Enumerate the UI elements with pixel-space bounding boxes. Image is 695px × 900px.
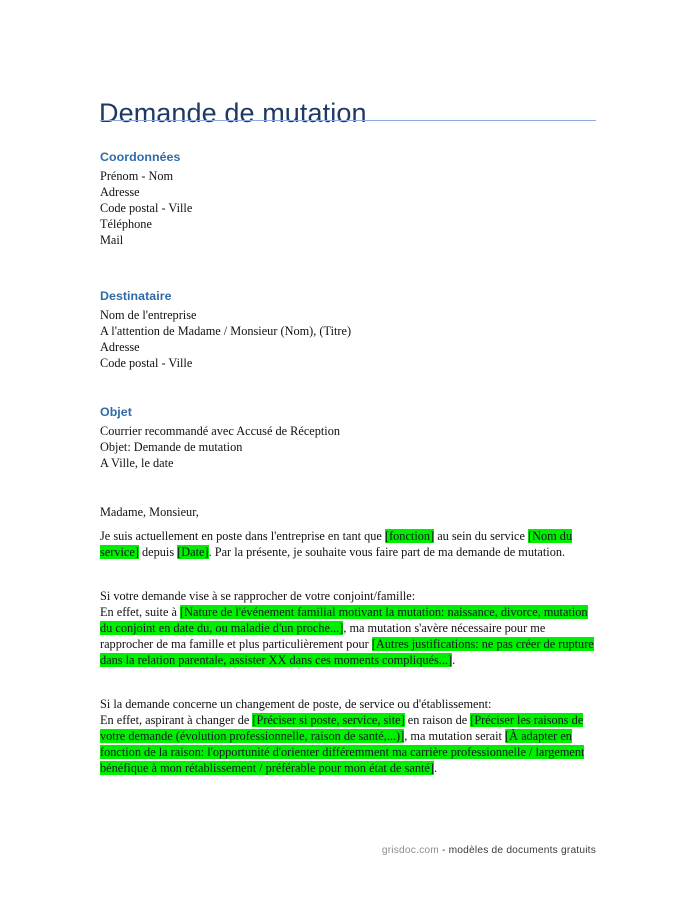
p1-placeholder-nom-du-service[interactable]: [Nom du service]	[100, 529, 573, 559]
p2-text-part-3: .	[452, 653, 456, 667]
section-coordonnees	[100, 149, 596, 248]
p2-placeholder-nature-evenement[interactable]: [Nature de l'événement familial motivant la mutation: naissance, divorce, mutation du conjoint en date du, ou maladie d'un proche...]	[100, 605, 588, 635]
destinataire-line-adresse: Adresse	[100, 339, 140, 354]
destinataire-line-attention: A l'attention de Madame / Monsieur (Nom), (Titre)	[100, 323, 352, 338]
section-destinataire	[100, 288, 596, 371]
p1-text-part-1: Je suis actuellement en poste dans l'entreprise en tant que	[100, 529, 385, 543]
paragraph-3-intro: Si la demande concerne un changement de poste, de service ou d'établissement:	[100, 697, 492, 711]
p1-text-part-3: depuis	[138, 545, 178, 559]
p3-text-part-3: , ma mutation serait	[404, 729, 506, 743]
paragraph-2-text	[100, 604, 598, 668]
p3-placeholder-preciser-raisons[interactable]: [Préciser les raisons de votre demande (évolution professionnelle, raison de santé,...)]	[100, 713, 584, 743]
coordonnees-line-telephone: Téléphone	[100, 216, 152, 231]
coordonnees-line-adresse: Adresse	[100, 184, 140, 199]
title-divider	[100, 120, 596, 121]
p3-text-part-1: En effet, aspirant à changer de	[100, 713, 253, 727]
letter-salutation	[100, 504, 598, 520]
p2-placeholder-autres-justifications[interactable]: [Autres justifications: ne pas créer de rupture dans la relation parentale, assister XX dans ces moments compliqués...]	[100, 637, 594, 667]
section-objet	[100, 404, 596, 471]
p3-placeholder-preciser-poste[interactable]: [Préciser si poste, service, site]	[252, 713, 405, 727]
p1-text-part-4: . Par la présente, je souhaite vous faire part de ma demande de mutation.	[208, 545, 566, 559]
section-heading-destinataire: Destinataire	[100, 289, 172, 303]
objet-line-courrier: Courrier recommandé avec Accusé de Réception	[100, 423, 341, 438]
p2-text-part-2: , ma mutation s'avère nécessaire pour me rapprocher de ma famille et plus particulièrement pour	[100, 621, 546, 651]
salutation-text: Madame, Monsieur,	[100, 505, 199, 519]
section-heading-coordonnees: Coordonnées	[100, 150, 181, 164]
paragraph-2-intro: Si votre demande vise à se rapprocher de votre conjoint/famille:	[100, 589, 416, 603]
p1-text-part-2: au sein du service	[434, 529, 529, 543]
objet-line-ville: A Ville, le date	[100, 455, 174, 470]
destinataire-line-entreprise: Nom de l'entreprise	[100, 307, 197, 322]
coordonnees-line-mail: Mail	[100, 232, 124, 247]
letter-paragraph-2	[100, 588, 598, 668]
footer-tagline: - modèles de documents gratuits	[438, 845, 596, 856]
section-heading-objet: Objet	[100, 405, 132, 419]
coordonnees-line-code-postal: Code postal - Ville	[100, 200, 193, 215]
letter-paragraph-1	[100, 528, 598, 560]
paragraph-1-text	[100, 528, 598, 560]
page-title: Demande de mutation	[99, 98, 367, 129]
footer-brand: grisdoc.com	[381, 845, 439, 856]
p3-placeholder-a-adapter[interactable]: [À adapter en fonction de la raison: l'opportunité d'orienter différemment ma carrière professionnelle / largement bénéfique à mon rétablissement / préférable pour mon état de santé]	[100, 729, 585, 775]
p3-text-part-4: .	[433, 761, 438, 775]
page-footer	[100, 845, 596, 856]
p3-text-part-2: en raison de	[404, 713, 471, 727]
letter-paragraph-3	[100, 696, 598, 776]
destinataire-line-code-postal: Code postal - Ville	[100, 355, 193, 370]
objet-line-objet: Objet: Demande de mutation	[100, 439, 243, 454]
coordonnees-line-prenom-nom: Prénom - Nom	[100, 168, 174, 183]
p1-placeholder-date[interactable]: [Date]	[177, 545, 209, 559]
p1-placeholder-fonction[interactable]: [fonction]	[384, 529, 435, 543]
p2-text-part-1: En effet, suite à	[100, 605, 181, 619]
paragraph-3-text	[100, 712, 598, 776]
